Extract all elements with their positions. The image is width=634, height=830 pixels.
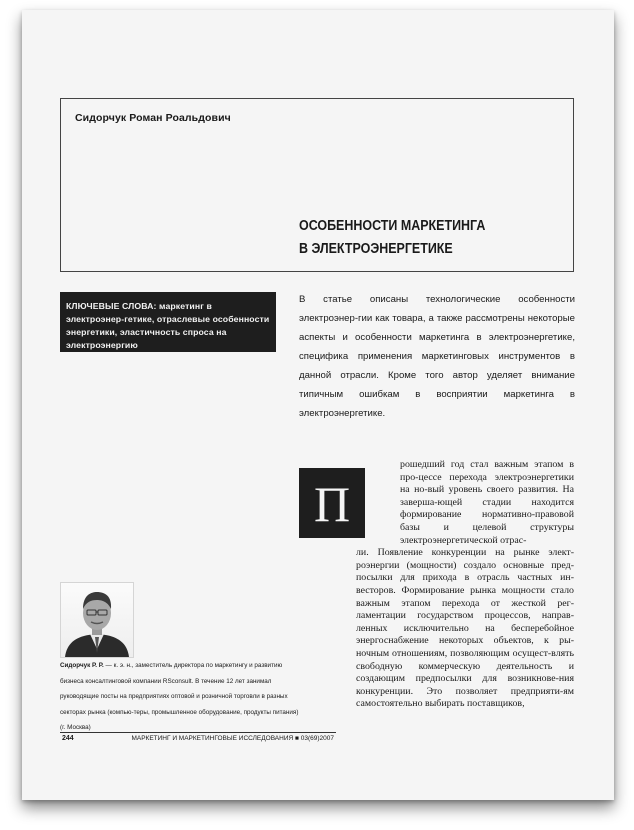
drop-cap-letter: П: [313, 476, 351, 532]
article-title-line-1: ОСОБЕННОСТИ МАРКЕТИНГА: [299, 218, 486, 234]
article-body-lead: рошедший год стал важным этапом в про-цессе перехода электроэнергетики на но-вый уровень своего развития. На заверша-ющей стадии находится формирование нормативно-правовой базы и целевой структуры электроэнергетической отрас-: [400, 459, 574, 546]
journal-name: МАРКЕТИНГ И МАРКЕТИНГОВЫЕ ИССЛЕДОВАНИЯ ■ 03(69)2007: [131, 735, 334, 742]
abstract: В статье описаны технологические особенности электроэнер-гии как товара, а также рассмотрены некоторые аспекты и особенности маркетинга в электроэнергетике, специфика применения маркетинговых инструментов в данной отрасли. Кроме того автор уделяет внимание типичным ошибкам в восприятии маркетинга в электроэнергетике.: [299, 294, 575, 419]
article-title-line-2: В ЭЛЕКТРОЭНЕРГЕТИКЕ: [299, 241, 453, 257]
article-body-continuation: ли. Появление конкуренции на рынке элект-роэнергии (мощности) создало основные пред-посылки для прихода в отрасль частных ин-весторов. Формирование рынка мощности стало важным этапом перехода от жесткой рег-ламентации государством процессов, направ-ленных исключительно на бесперебойное энергоснабжение некоторых объектов, к ры-ночным отношениям, позволяющим осущест-влять свободную коммерческую деятельность и создающим предпосылки для возникнове-ния конкуренции. Это позволяет предприяти-ям самостоятельно выбирать поставщиков,: [356, 547, 574, 710]
author-photo: [60, 582, 134, 658]
author-bio: [60, 658, 300, 736]
footer-divider: [60, 732, 336, 733]
page-number: 244: [62, 735, 74, 742]
article-title: [299, 215, 485, 261]
keywords-box: КЛЮЧЕВЫЕ СЛОВА: маркетинг в электроэнер-гетике, отраслевые особенности энергетики, эластичность спроса на электроэнергию: [60, 292, 276, 352]
article-header-box: [60, 98, 574, 272]
journal-page: [22, 10, 614, 800]
author-bio-text: — к. э. н., заместитель директора по маркетингу и развитию бизнеса консалтинговой компании RSconsult. В течение 12 лет занимал руководящие посты на предприятиях оптовой и розничной торговли в разных секторах рынка (компью-теры, промышленное оборудование, продукты питания) (г. Москва): [60, 662, 299, 731]
author-bio-name: Сидорчук Р. Р.: [60, 662, 104, 669]
author-name: Сидорчук Роман Роальдович: [75, 112, 231, 124]
author-portrait-image: [61, 583, 133, 657]
article-body: [356, 459, 574, 711]
